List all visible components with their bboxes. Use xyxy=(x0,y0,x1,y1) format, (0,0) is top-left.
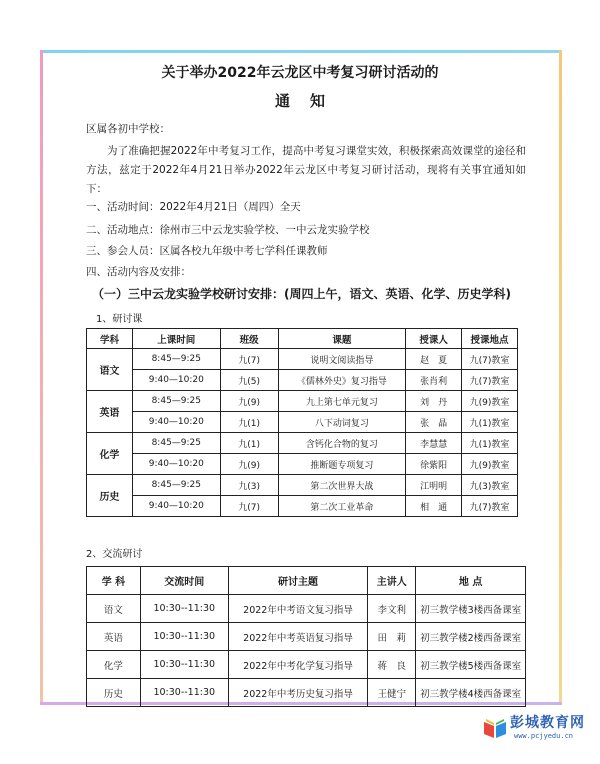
header-cell: 研讨主题 xyxy=(228,567,368,595)
class-cell: 九(5) xyxy=(220,370,278,391)
time-cell: 10:30--11:30 xyxy=(140,595,228,623)
topic-cell: 2022年中考语文复习指导 xyxy=(228,595,368,623)
table-header-row xyxy=(87,567,526,595)
intro-paragraph: 为了准确把握2022年中考复习工作，提高中考复习课堂实效，积极探索高效课堂的途径和方法，兹定于2022年4月21日举办2022年云龙区中考复习研讨活动，现将有关事宜通知如下： xyxy=(86,145,526,195)
topic-cell: 含钙化合物的复习 xyxy=(278,433,406,454)
place-cell: 初三教学楼2楼西备课室 xyxy=(416,623,526,651)
header-cell: 授课人 xyxy=(406,329,462,349)
time-cell: 8:45—9:25 xyxy=(132,475,220,496)
table-row xyxy=(87,370,518,391)
research-class-table xyxy=(86,328,518,517)
time-cell: 8:45—9:25 xyxy=(132,433,220,454)
item-attendees: 三、参会人员：区属各校九年级中考七学科任课教师 xyxy=(86,245,328,257)
teacher-cell: 李慧慧 xyxy=(406,433,462,454)
watermark-site-name: 彭城教育网 xyxy=(510,715,585,731)
time-cell: 10:30--11:30 xyxy=(140,679,228,707)
topic-cell: 第二次工业革命 xyxy=(278,496,406,517)
table-row xyxy=(87,433,518,454)
subject-cell: 历史 xyxy=(87,475,133,517)
table-row xyxy=(87,349,518,370)
table-row xyxy=(87,454,518,475)
time-cell: 10:30--11:30 xyxy=(140,651,228,679)
teacher-cell: 江明明 xyxy=(406,475,462,496)
topic-cell: 八下动词复习 xyxy=(278,412,406,433)
topic-cell: 第二次世界大战 xyxy=(278,475,406,496)
place-cell: 九(7)教室 xyxy=(462,496,518,517)
exchange-table xyxy=(86,566,526,707)
time-cell: 8:45—9:25 xyxy=(132,391,220,412)
subject-cell: 历史 xyxy=(87,679,141,707)
speaker-cell: 蒋 良 xyxy=(368,651,416,679)
research-class-label: 1、研讨课 xyxy=(96,314,143,325)
place-cell: 初三教学楼3楼西备课室 xyxy=(416,595,526,623)
header-cell: 交流时间 xyxy=(140,567,228,595)
item-content: 四、活动内容及安排： xyxy=(86,266,191,278)
item-location: 二、活动地点：徐州市三中云龙实验学校、一中云龙实验学校 xyxy=(86,224,370,236)
frame-left-edge xyxy=(40,50,43,705)
header-cell: 学 科 xyxy=(87,567,141,595)
salutation: 区属各初中学校： xyxy=(86,123,170,135)
watermark-url: www.pcjyedu.cn xyxy=(514,732,574,740)
time-cell: 9:40—10:20 xyxy=(132,412,220,433)
subject-cell: 英语 xyxy=(87,391,133,433)
header-cell: 主讲人 xyxy=(368,567,416,595)
place-cell: 九(3)教室 xyxy=(462,475,518,496)
site-watermark[interactable] xyxy=(482,712,592,752)
header-cell: 授课地点 xyxy=(462,329,518,349)
time-cell: 9:40—10:20 xyxy=(132,370,220,391)
teacher-cell: 相 通 xyxy=(406,496,462,517)
time-cell: 9:40—10:20 xyxy=(132,496,220,517)
subject-cell: 语文 xyxy=(87,349,133,391)
notice-title: 关于举办2022年云龙区中考复习研讨活动的 xyxy=(161,65,439,81)
topic-cell: 说明文阅读指导 xyxy=(278,349,406,370)
class-cell: 九(1) xyxy=(220,412,278,433)
header-cell: 上课时间 xyxy=(132,329,220,349)
table-row xyxy=(87,623,526,651)
subject-cell: 语文 xyxy=(87,595,141,623)
speaker-cell: 田 莉 xyxy=(368,623,416,651)
table-row xyxy=(87,679,526,707)
frame-right-edge xyxy=(559,50,562,705)
table-row xyxy=(87,595,526,623)
place-cell: 九(7)教室 xyxy=(462,370,518,391)
place-cell: 初三教学楼5楼西备课室 xyxy=(416,651,526,679)
teacher-cell: 赵 夏 xyxy=(406,349,462,370)
section-heading: （一）三中云龙实验学校研讨安排：(周四上午，语文、英语、化学、历史学科) xyxy=(92,287,511,301)
subject-cell: 化学 xyxy=(87,433,133,475)
place-cell: 九(1)教室 xyxy=(462,412,518,433)
topic-cell: 2022年中考英语复习指导 xyxy=(228,623,368,651)
speaker-cell: 王健宁 xyxy=(368,679,416,707)
teacher-cell: 刘 丹 xyxy=(406,391,462,412)
topic-cell: 《儒林外史》复习指导 xyxy=(278,370,406,391)
teacher-cell: 张 晶 xyxy=(406,412,462,433)
place-cell: 初三教学楼4楼西备课室 xyxy=(416,679,526,707)
table-header-row xyxy=(87,329,518,349)
teacher-cell: 徐紫阳 xyxy=(406,454,462,475)
place-cell: 九(9)教室 xyxy=(462,391,518,412)
frame-top-edge xyxy=(40,50,562,53)
class-cell: 九(9) xyxy=(220,454,278,475)
exchange-label: 2、交流研讨 xyxy=(86,549,143,560)
header-cell: 学科 xyxy=(87,329,133,349)
notice-subtitle: 通知 xyxy=(274,92,345,110)
subject-cell: 化学 xyxy=(87,651,141,679)
table-row xyxy=(87,651,526,679)
place-cell: 九(1)教室 xyxy=(462,433,518,454)
place-cell: 九(7)教室 xyxy=(462,349,518,370)
header-cell: 课题 xyxy=(278,329,406,349)
class-cell: 九(1) xyxy=(220,433,278,454)
table-row xyxy=(87,496,518,517)
table-row xyxy=(87,412,518,433)
time-cell: 9:40—10:20 xyxy=(132,454,220,475)
class-cell: 九(7) xyxy=(220,496,278,517)
place-cell: 九(9)教室 xyxy=(462,454,518,475)
time-cell: 8:45—9:25 xyxy=(132,349,220,370)
topic-cell: 推断题专项复习 xyxy=(278,454,406,475)
class-cell: 九(7) xyxy=(220,349,278,370)
header-cell: 班级 xyxy=(220,329,278,349)
teacher-cell: 张肖利 xyxy=(406,370,462,391)
table-row xyxy=(87,391,518,412)
header-cell: 地 点 xyxy=(416,567,526,595)
time-cell: 10:30--11:30 xyxy=(140,623,228,651)
item-time: 一、活动时间：2022年4月21日（周四）全天 xyxy=(86,201,301,213)
class-cell: 九(3) xyxy=(220,475,278,496)
topic-cell: 2022年中考化学复习指导 xyxy=(228,651,368,679)
topic-cell: 2022年中考历史复习指导 xyxy=(228,679,368,707)
book-logo-icon xyxy=(482,714,508,740)
topic-cell: 九上第七单元复习 xyxy=(278,391,406,412)
class-cell: 九(9) xyxy=(220,391,278,412)
speaker-cell: 李文利 xyxy=(368,595,416,623)
table-row xyxy=(87,475,518,496)
subject-cell: 英语 xyxy=(87,623,141,651)
